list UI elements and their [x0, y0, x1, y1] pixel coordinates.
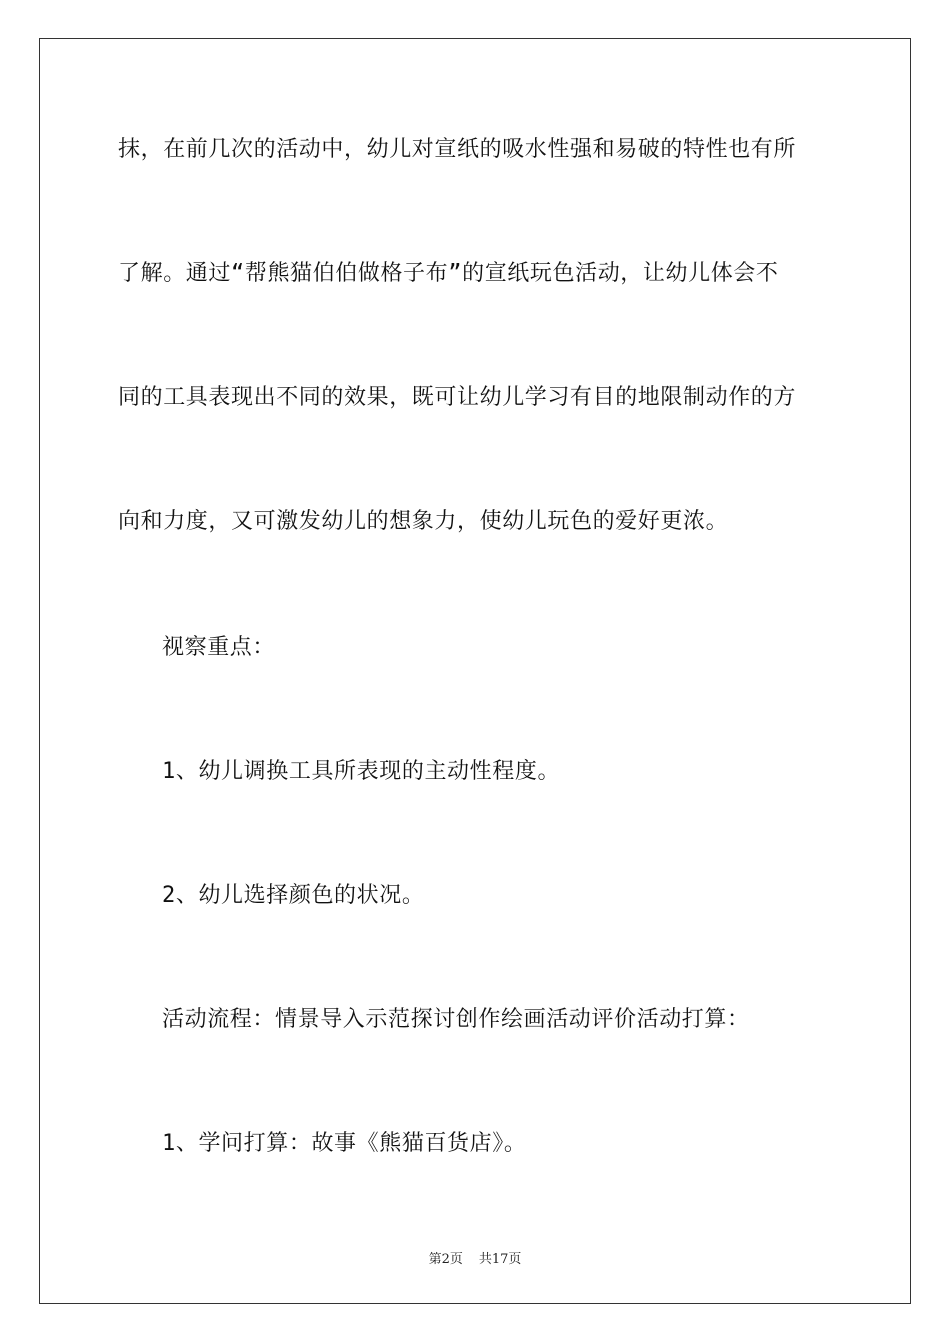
- preparation-item-1: 1、学问打算：故事《熊猫百货店》。: [162, 1131, 527, 1156]
- list-item-1: 1、幼儿调换工具所表现的主动性程度。: [162, 759, 561, 784]
- body-line-2: 了解。通过“帮熊猫伯伯做格子布”的宣纸玩色活动，让幼儿体会不: [118, 261, 779, 286]
- page-footer: [0, 1248, 950, 1267]
- section-heading-observation: 视察重点：: [162, 635, 276, 660]
- page-border: [39, 38, 911, 1304]
- total-pages: 共17页: [478, 1252, 522, 1267]
- body-line-3: 同的工具表现出不同的效果，既可让幼儿学习有目的地限制动作的方: [118, 385, 797, 410]
- page-number: 第2页: [428, 1252, 463, 1267]
- body-line-1: 抹，在前几次的活动中，幼儿对宣纸的吸水性强和易破的特性也有所: [118, 137, 797, 162]
- activity-flow-line: 活动流程：情景导入示范探讨创作绘画活动评价活动打算：: [162, 1007, 750, 1032]
- body-line-4: 向和力度，又可激发幼儿的想象力，使幼儿玩色的爱好更浓。: [118, 509, 729, 534]
- list-item-2: 2、幼儿选择颜色的状况。: [162, 883, 425, 908]
